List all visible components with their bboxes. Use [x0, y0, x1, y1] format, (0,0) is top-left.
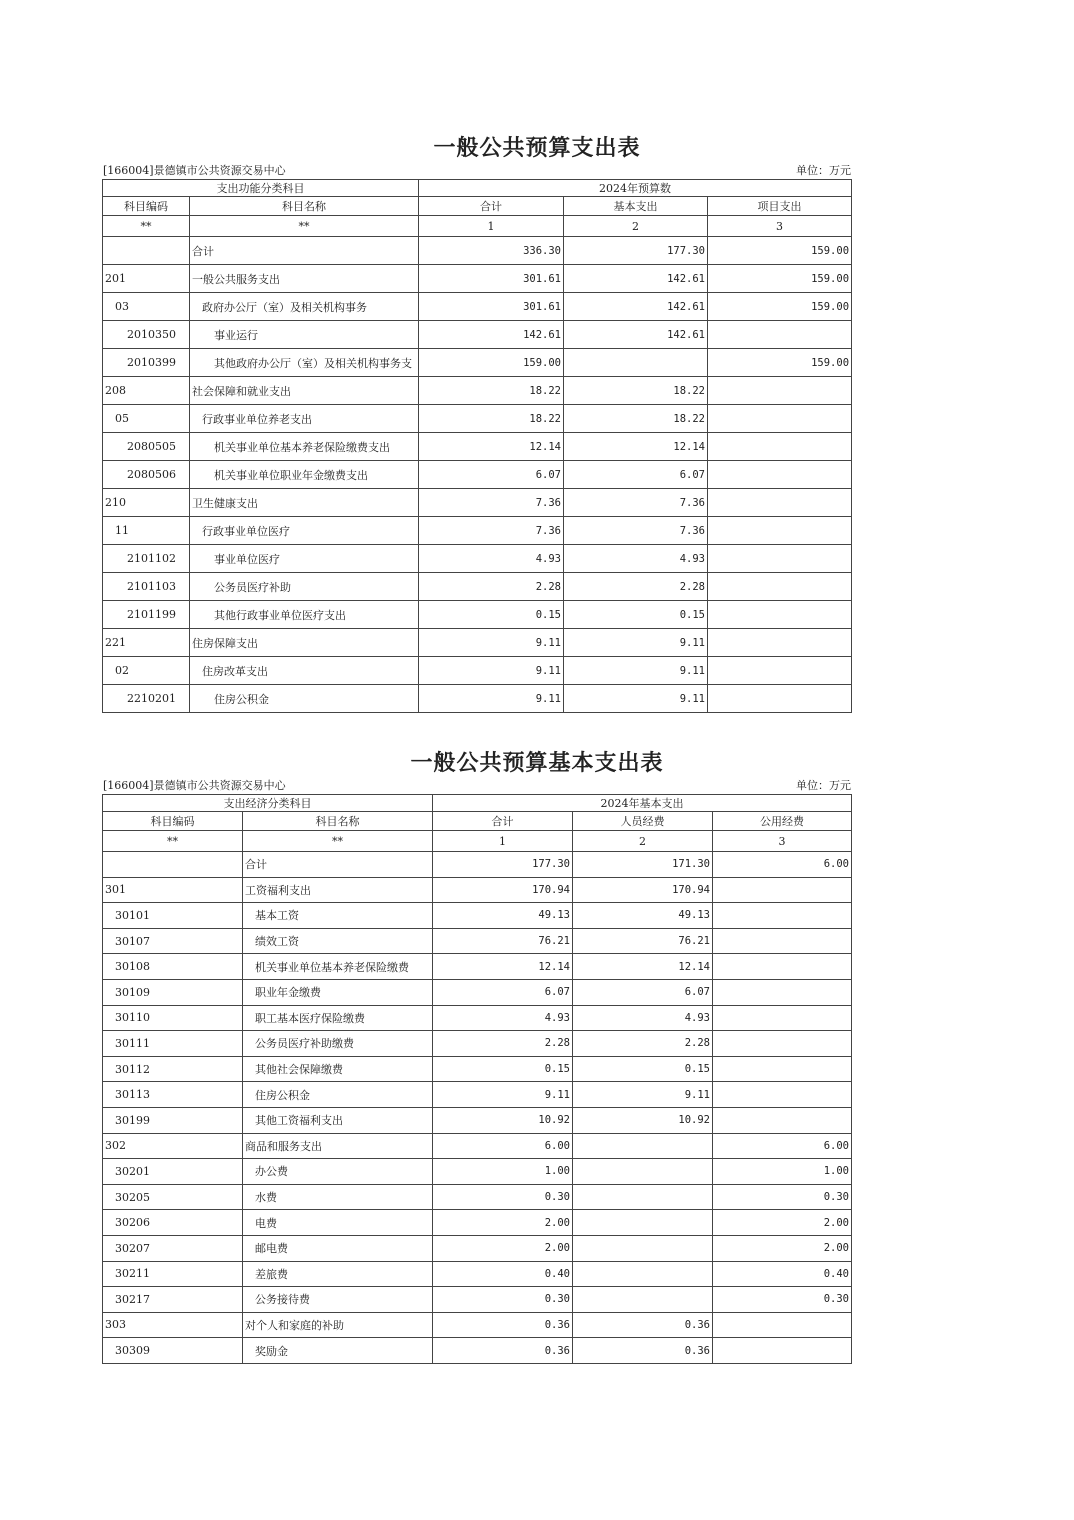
- subject-code-cell: 30109: [103, 979, 243, 1005]
- subject-code-cell: 2010399: [103, 349, 190, 377]
- table-row: [103, 1031, 852, 1057]
- subject-code-cell: 30309: [103, 1338, 243, 1364]
- total-amount-cell: 7.36: [419, 517, 564, 545]
- table1-col-total: 合计: [419, 197, 564, 216]
- table-row: [103, 928, 852, 954]
- project-amount-cell: [708, 573, 852, 601]
- total-amount-cell: 6.00: [433, 1133, 573, 1159]
- subject-code-cell: 221: [103, 629, 190, 657]
- table-row: [103, 979, 852, 1005]
- table-row: [103, 489, 852, 517]
- table-row: [103, 629, 852, 657]
- table-row: [103, 1235, 852, 1261]
- table-row: [103, 265, 852, 293]
- total-amount-cell: 9.11: [433, 1082, 573, 1108]
- total-amount-cell: 2.00: [433, 1235, 573, 1261]
- personnel-amount-cell: 9.11: [573, 1082, 713, 1108]
- table1-index-cell: 2: [564, 216, 708, 237]
- total-amount-cell: 0.40: [433, 1261, 573, 1287]
- table-row: [103, 877, 852, 903]
- total-amount-cell: 7.36: [419, 489, 564, 517]
- table-row: [103, 1312, 852, 1338]
- personnel-amount-cell: 0.36: [573, 1312, 713, 1338]
- table-row: [103, 1287, 852, 1313]
- subject-name-cell: 其他社会保障缴费: [243, 1056, 433, 1082]
- subject-name-cell: 住房公积金: [243, 1082, 433, 1108]
- subject-code-cell: 30217: [103, 1287, 243, 1313]
- table1-index-cell: **: [190, 216, 419, 237]
- table2-index-cell: 3: [713, 831, 852, 852]
- subject-code-cell: 303: [103, 1312, 243, 1338]
- basic-amount-cell: 6.07: [564, 461, 708, 489]
- public-amount-cell: [713, 903, 852, 929]
- basic-amount-cell: 2.28: [564, 573, 708, 601]
- basic-amount-cell: 7.36: [564, 489, 708, 517]
- personnel-amount-cell: [573, 1210, 713, 1236]
- table1-index-cell: 3: [708, 216, 852, 237]
- public-amount-cell: [713, 1107, 852, 1133]
- subject-name-cell: 机关事业单位基本养老保险缴费支出: [190, 433, 419, 461]
- public-amount-cell: [713, 1031, 852, 1057]
- project-amount-cell: [708, 545, 852, 573]
- subject-name-cell: 行政事业单位养老支出: [190, 405, 419, 433]
- table1-col-basic: 基本支出: [564, 197, 708, 216]
- total-amount-cell: 6.07: [419, 461, 564, 489]
- table-row: [103, 685, 852, 713]
- subject-code-cell: 2080505: [103, 433, 190, 461]
- basic-amount-cell: 12.14: [564, 433, 708, 461]
- project-amount-cell: [708, 321, 852, 349]
- table1-col-name: 科目名称: [190, 197, 419, 216]
- basic-amount-cell: 9.11: [564, 657, 708, 685]
- total-amount-cell: 6.07: [433, 979, 573, 1005]
- table1-column-header-row: [103, 197, 852, 216]
- total-amount-cell: 49.13: [433, 903, 573, 929]
- project-amount-cell: [708, 377, 852, 405]
- total-amount-cell: 177.30: [433, 852, 573, 878]
- table1-index-cell: 1: [419, 216, 564, 237]
- public-amount-cell: [713, 1005, 852, 1031]
- total-amount-cell: 301.61: [419, 293, 564, 321]
- total-amount-cell: 0.30: [433, 1184, 573, 1210]
- subject-code-cell: 2101199: [103, 601, 190, 629]
- project-amount-cell: [708, 405, 852, 433]
- personnel-amount-cell: [573, 1287, 713, 1313]
- subject-name-cell: 职业年金缴费: [243, 979, 433, 1005]
- subject-name-cell: 职工基本医疗保险缴费: [243, 1005, 433, 1031]
- personnel-amount-cell: 49.13: [573, 903, 713, 929]
- table2-column-header-row: [103, 812, 852, 831]
- total-amount-cell: 2.00: [433, 1210, 573, 1236]
- public-amount-cell: [713, 954, 852, 980]
- total-amount-cell: 4.93: [433, 1005, 573, 1031]
- subject-code-cell: 2101103: [103, 573, 190, 601]
- subject-code-cell: 2080506: [103, 461, 190, 489]
- table2-col-public: 公用经费: [713, 812, 852, 831]
- table-row: [103, 433, 852, 461]
- subject-name-cell: 基本工资: [243, 903, 433, 929]
- public-amount-cell: [713, 979, 852, 1005]
- subject-code-cell: 301: [103, 877, 243, 903]
- table1-col-code: 科目编码: [103, 197, 190, 216]
- subject-name-cell: 商品和服务支出: [243, 1133, 433, 1159]
- table-row: [103, 903, 852, 929]
- personnel-amount-cell: 0.36: [573, 1338, 713, 1364]
- table-row: [103, 517, 852, 545]
- project-amount-cell: [708, 489, 852, 517]
- total-amount-cell: 0.36: [433, 1338, 573, 1364]
- table-row: [103, 1184, 852, 1210]
- personnel-amount-cell: [573, 1159, 713, 1185]
- total-amount-cell: 1.00: [433, 1159, 573, 1185]
- subject-code-cell: 30110: [103, 1005, 243, 1031]
- project-amount-cell: [708, 685, 852, 713]
- personnel-amount-cell: 171.30: [573, 852, 713, 878]
- subject-name-cell: 行政事业单位医疗: [190, 517, 419, 545]
- total-amount-cell: 0.36: [433, 1312, 573, 1338]
- subject-name-cell: 水费: [243, 1184, 433, 1210]
- total-amount-cell: 159.00: [419, 349, 564, 377]
- project-amount-cell: [708, 601, 852, 629]
- table2-title: 一般公共预算基本支出表: [410, 750, 664, 776]
- table-row: [103, 601, 852, 629]
- public-amount-cell: 6.00: [713, 852, 852, 878]
- table2-group-header-right: 2024年基本支出: [433, 795, 852, 812]
- public-amount-cell: 0.30: [713, 1184, 852, 1210]
- basic-amount-cell: 0.15: [564, 601, 708, 629]
- table-row: [103, 1056, 852, 1082]
- project-amount-cell: [708, 629, 852, 657]
- public-amount-cell: [713, 1312, 852, 1338]
- personnel-amount-cell: [573, 1133, 713, 1159]
- table-row: [103, 954, 852, 980]
- subject-name-cell: 事业运行: [190, 321, 419, 349]
- total-amount-cell: 0.15: [419, 601, 564, 629]
- subject-code-cell: 30205: [103, 1184, 243, 1210]
- subject-name-cell: 其他政府办公厅（室）及相关机构事务支: [190, 349, 419, 377]
- total-amount-cell: 9.11: [419, 629, 564, 657]
- subject-name-cell: 差旅费: [243, 1261, 433, 1287]
- general-budget-basic-expenditure-table: [102, 794, 852, 1364]
- subject-name-cell: 机关事业单位基本养老保险缴费: [243, 954, 433, 980]
- table1-group-header-row: [103, 180, 852, 197]
- table-row: [103, 573, 852, 601]
- public-amount-cell: 1.00: [713, 1159, 852, 1185]
- subject-code-cell: 2101102: [103, 545, 190, 573]
- subject-name-cell: 绩效工资: [243, 928, 433, 954]
- table1-index-cell: **: [103, 216, 190, 237]
- table2-index-cell: **: [243, 831, 433, 852]
- subject-name-cell: 公务员医疗补助: [190, 573, 419, 601]
- table1-index-row: [103, 216, 852, 237]
- table1-body: [103, 237, 852, 713]
- project-amount-cell: 159.00: [708, 293, 852, 321]
- subject-name-cell: 住房保障支出: [190, 629, 419, 657]
- table-row: [103, 461, 852, 489]
- total-amount-cell: 2.28: [419, 573, 564, 601]
- total-amount-cell: 9.11: [419, 685, 564, 713]
- subject-name-cell: 其他工资福利支出: [243, 1107, 433, 1133]
- table2-col-total: 合计: [433, 812, 573, 831]
- total-amount-cell: 9.11: [419, 657, 564, 685]
- total-amount-cell: 0.15: [433, 1056, 573, 1082]
- project-amount-cell: [708, 657, 852, 685]
- project-amount-cell: [708, 461, 852, 489]
- basic-amount-cell: 7.36: [564, 517, 708, 545]
- personnel-amount-cell: 12.14: [573, 954, 713, 980]
- table-row: [103, 1082, 852, 1108]
- subject-code-cell: 30199: [103, 1107, 243, 1133]
- subject-name-cell: 对个人和家庭的补助: [243, 1312, 433, 1338]
- subject-code-cell: 2210201: [103, 685, 190, 713]
- subject-code-cell: 30207: [103, 1235, 243, 1261]
- basic-amount-cell: 142.61: [564, 293, 708, 321]
- table-row: [103, 1261, 852, 1287]
- subject-code-cell: 30113: [103, 1082, 243, 1108]
- subject-code-cell: [103, 237, 190, 265]
- personnel-amount-cell: 4.93: [573, 1005, 713, 1031]
- table2-col-personnel: 人员经费: [573, 812, 713, 831]
- general-budget-expenditure-table: [102, 179, 852, 713]
- table-row: [103, 405, 852, 433]
- subject-name-cell: 公务员医疗补助缴费: [243, 1031, 433, 1057]
- project-amount-cell: [708, 517, 852, 545]
- table-row: [103, 1159, 852, 1185]
- subject-name-cell: 合计: [243, 852, 433, 878]
- subject-name-cell: 住房改革支出: [190, 657, 419, 685]
- total-amount-cell: 142.61: [419, 321, 564, 349]
- total-amount-cell: 170.94: [433, 877, 573, 903]
- personnel-amount-cell: [573, 1261, 713, 1287]
- subject-code-cell: 02: [103, 657, 190, 685]
- table-row: [103, 1338, 852, 1364]
- subject-name-cell: 合计: [190, 237, 419, 265]
- table2-group-header-left: 支出经济分类科目: [103, 795, 433, 812]
- personnel-amount-cell: 6.07: [573, 979, 713, 1005]
- table-row: [103, 545, 852, 573]
- table1-group-header-left: 支出功能分类科目: [103, 180, 419, 197]
- subject-code-cell: 30111: [103, 1031, 243, 1057]
- table-row: [103, 321, 852, 349]
- subject-code-cell: 30211: [103, 1261, 243, 1287]
- basic-amount-cell: 9.11: [564, 685, 708, 713]
- table2-org-label: [166004]景德镇市公共资源交易中心: [103, 779, 286, 792]
- personnel-amount-cell: [573, 1184, 713, 1210]
- subject-code-cell: 302: [103, 1133, 243, 1159]
- table1-org-label: [166004]景德镇市公共资源交易中心: [103, 164, 286, 177]
- subject-code-cell: 30201: [103, 1159, 243, 1185]
- subject-code-cell: [103, 852, 243, 878]
- basic-amount-cell: 18.22: [564, 405, 708, 433]
- basic-amount-cell: [564, 349, 708, 377]
- basic-amount-cell: 142.61: [564, 265, 708, 293]
- table1-unit-label: 单位：万元: [796, 164, 851, 177]
- subject-code-cell: 30107: [103, 928, 243, 954]
- total-amount-cell: 4.93: [419, 545, 564, 573]
- subject-code-cell: 30101: [103, 903, 243, 929]
- subject-code-cell: 30112: [103, 1056, 243, 1082]
- table2-col-code: 科目编码: [103, 812, 243, 831]
- total-amount-cell: 336.30: [419, 237, 564, 265]
- personnel-amount-cell: 2.28: [573, 1031, 713, 1057]
- basic-amount-cell: 4.93: [564, 545, 708, 573]
- project-amount-cell: 159.00: [708, 237, 852, 265]
- subject-name-cell: 其他行政事业单位医疗支出: [190, 601, 419, 629]
- table-row: [103, 657, 852, 685]
- total-amount-cell: 301.61: [419, 265, 564, 293]
- total-amount-cell: 10.92: [433, 1107, 573, 1133]
- total-amount-cell: 18.22: [419, 377, 564, 405]
- basic-amount-cell: 177.30: [564, 237, 708, 265]
- subject-code-cell: 05: [103, 405, 190, 433]
- personnel-amount-cell: 170.94: [573, 877, 713, 903]
- table1-group-header-right: 2024年预算数: [419, 180, 852, 197]
- table-row: [103, 293, 852, 321]
- project-amount-cell: [708, 433, 852, 461]
- subject-code-cell: 30108: [103, 954, 243, 980]
- subject-code-cell: 30206: [103, 1210, 243, 1236]
- public-amount-cell: [713, 1338, 852, 1364]
- subject-name-cell: 办公费: [243, 1159, 433, 1185]
- subject-name-cell: 一般公共服务支出: [190, 265, 419, 293]
- basic-amount-cell: 18.22: [564, 377, 708, 405]
- table-row: [103, 852, 852, 878]
- subject-name-cell: 电费: [243, 1210, 433, 1236]
- table2-group-header-row: [103, 795, 852, 812]
- total-amount-cell: 2.28: [433, 1031, 573, 1057]
- table-row: [103, 377, 852, 405]
- subject-code-cell: 11: [103, 517, 190, 545]
- subject-name-cell: 卫生健康支出: [190, 489, 419, 517]
- subject-name-cell: 住房公积金: [190, 685, 419, 713]
- table2-index-row: [103, 831, 852, 852]
- total-amount-cell: 18.22: [419, 405, 564, 433]
- table2-index-cell: 2: [573, 831, 713, 852]
- subject-name-cell: 公务接待费: [243, 1287, 433, 1313]
- table-row: [103, 1107, 852, 1133]
- subject-code-cell: 210: [103, 489, 190, 517]
- subject-name-cell: 邮电费: [243, 1235, 433, 1261]
- subject-name-cell: 奖励金: [243, 1338, 433, 1364]
- table2-unit-label: 单位：万元: [796, 779, 851, 792]
- subject-code-cell: 208: [103, 377, 190, 405]
- total-amount-cell: 76.21: [433, 928, 573, 954]
- total-amount-cell: 0.30: [433, 1287, 573, 1313]
- basic-amount-cell: 142.61: [564, 321, 708, 349]
- public-amount-cell: 2.00: [713, 1235, 852, 1261]
- subject-code-cell: 03: [103, 293, 190, 321]
- public-amount-cell: [713, 1082, 852, 1108]
- total-amount-cell: 12.14: [433, 954, 573, 980]
- project-amount-cell: 159.00: [708, 265, 852, 293]
- personnel-amount-cell: [573, 1235, 713, 1261]
- basic-amount-cell: 9.11: [564, 629, 708, 657]
- table2-body: [103, 852, 852, 1364]
- subject-code-cell: 2010350: [103, 321, 190, 349]
- personnel-amount-cell: 76.21: [573, 928, 713, 954]
- subject-name-cell: 事业单位医疗: [190, 545, 419, 573]
- subject-name-cell: 机关事业单位职业年金缴费支出: [190, 461, 419, 489]
- subject-name-cell: 政府办公厅（室）及相关机构事务: [190, 293, 419, 321]
- project-amount-cell: 159.00: [708, 349, 852, 377]
- table1-col-project: 项目支出: [708, 197, 852, 216]
- table2-index-cell: **: [103, 831, 243, 852]
- table1-title: 一般公共预算支出表: [433, 135, 641, 161]
- public-amount-cell: [713, 928, 852, 954]
- subject-code-cell: 201: [103, 265, 190, 293]
- table-row: [103, 1210, 852, 1236]
- table-row: [103, 1005, 852, 1031]
- table-row: [103, 237, 852, 265]
- table2-col-name: 科目名称: [243, 812, 433, 831]
- total-amount-cell: 12.14: [419, 433, 564, 461]
- table2-index-cell: 1: [433, 831, 573, 852]
- public-amount-cell: [713, 877, 852, 903]
- personnel-amount-cell: 10.92: [573, 1107, 713, 1133]
- table-row: [103, 1133, 852, 1159]
- public-amount-cell: 2.00: [713, 1210, 852, 1236]
- public-amount-cell: 0.30: [713, 1287, 852, 1313]
- public-amount-cell: 0.40: [713, 1261, 852, 1287]
- subject-name-cell: 工资福利支出: [243, 877, 433, 903]
- subject-name-cell: 社会保障和就业支出: [190, 377, 419, 405]
- public-amount-cell: [713, 1056, 852, 1082]
- personnel-amount-cell: 0.15: [573, 1056, 713, 1082]
- table-row: [103, 349, 852, 377]
- public-amount-cell: 6.00: [713, 1133, 852, 1159]
